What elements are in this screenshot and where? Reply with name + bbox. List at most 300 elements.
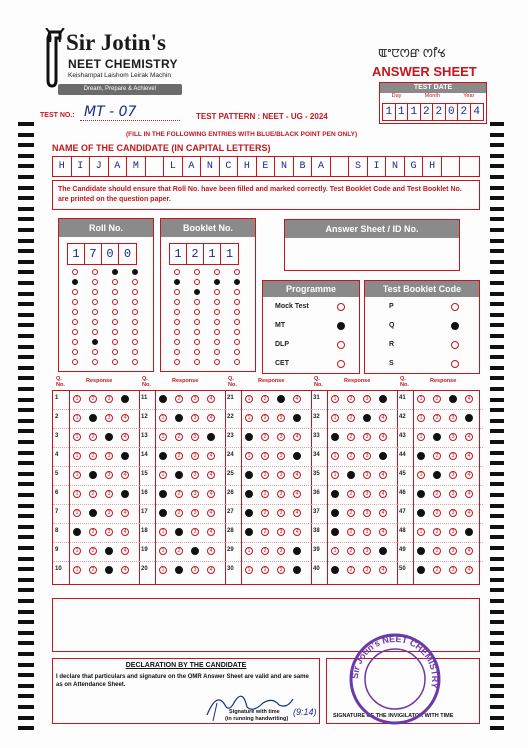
row-line-0-2 (53, 447, 139, 448)
question-number-44: 44 (399, 452, 406, 458)
booklet-digit-cells (169, 243, 239, 265)
row-line-4-6 (397, 523, 483, 524)
question-number-37: 37 (313, 509, 320, 515)
row-line-0-7 (53, 542, 139, 543)
answer-bubble-q9-3 (105, 547, 113, 555)
answer-bubble-q8-1 (73, 528, 81, 536)
date-digit-0: 1 (383, 104, 396, 120)
answer-bubble-q49-2: 2 (433, 547, 441, 555)
roll-bubble-2-4 (112, 309, 118, 315)
left-mark-27 (18, 408, 34, 412)
right-mark-18 (490, 313, 504, 317)
declaration-text: I declare that particulars and signature on the OMR Answer Sheet are valid and are same as on Attendance Sheet. (56, 674, 309, 688)
left-mark-44 (18, 588, 34, 592)
answer-bubble-q31-4 (379, 395, 387, 403)
grid-head-q-1: Q. No. (142, 376, 151, 388)
question-number-49: 49 (399, 547, 406, 553)
answer-bubble-q35-3: 3 (363, 471, 371, 479)
question-number-39: 39 (313, 547, 320, 553)
answer-bubble-q28-2: 2 (261, 528, 269, 536)
question-number-35: 35 (313, 471, 320, 477)
row-line-2-2 (225, 447, 311, 448)
time-written: (9:14) (293, 707, 317, 717)
left-mark-9 (18, 217, 34, 221)
answer-bubble-q32-1: 1 (331, 414, 339, 422)
left-mark-30 (18, 440, 34, 444)
left-mark-51 (18, 663, 34, 667)
right-mark-44 (490, 588, 504, 592)
row-line-2-4 (225, 485, 311, 486)
roll-bubble-1-9 (92, 359, 98, 365)
question-number-32: 32 (313, 414, 320, 420)
notice-text: The Candidate should ensure that Roll No. have been filled and marked correctly. Test Booklet Code and Test Booklet No. are printed on the question paper. (58, 186, 462, 203)
answer-bubble-q1-2: 2 (89, 395, 97, 403)
grid-head-q-0: Q. No. (56, 376, 65, 388)
name-letter-22 (460, 157, 479, 176)
question-number-41: 41 (399, 395, 406, 401)
roll-bubble-2-3 (112, 299, 118, 305)
answer-bubble-q40-4: 4 (379, 566, 387, 574)
booklet-bubble-2-7 (214, 339, 220, 345)
name-letter-12: N (275, 157, 294, 176)
roll-bubble-2-5 (112, 319, 118, 325)
answer-bubble-q27-1 (245, 509, 253, 517)
brand-logo-icon (44, 28, 66, 88)
answer-bubble-q35-4: 4 (379, 471, 387, 479)
answer-bubble-q19-1: 1 (159, 547, 167, 555)
answer-sheet-id-label: Answer Sheet / ID No. (285, 220, 459, 238)
answer-bubble-q26-3: 3 (277, 490, 285, 498)
answer-bubble-q25-2: 2 (261, 471, 269, 479)
roll-bubble-0-3 (72, 299, 78, 305)
answer-bubble-q22-1: 1 (245, 414, 253, 422)
right-mark-20 (490, 334, 504, 338)
answer-bubble-q16-2: 2 (175, 490, 183, 498)
institute-stamp (346, 630, 444, 728)
roll-bubble-1-5 (92, 319, 98, 325)
name-letter-5 (146, 157, 165, 176)
right-mark-22 (490, 355, 504, 359)
answer-bubble-q8-4: 4 (121, 528, 129, 536)
answer-bubble-q45-2 (433, 471, 441, 479)
row-line-1-6 (139, 523, 225, 524)
name-letter-3: A (109, 157, 128, 176)
row-line-4-3 (397, 466, 483, 467)
roll-digit-1: 7 (85, 244, 102, 264)
programme-label: Programme (263, 281, 359, 297)
answer-bubble-q21-1: 1 (245, 395, 253, 403)
right-mark-45 (490, 599, 504, 603)
notice-box (52, 180, 480, 210)
prog-option-bubble-1 (337, 322, 345, 330)
booklet-bubble-3-6 (234, 329, 240, 335)
question-number-16: 16 (141, 490, 148, 496)
answer-bubble-q48-1: 1 (417, 528, 425, 536)
brand-name: Sir Jotin's (66, 30, 166, 55)
right-mark-40 (490, 546, 504, 550)
answer-bubble-q33-3: 3 (363, 433, 371, 441)
row-line-1-2 (139, 447, 225, 448)
row-line-3-1 (311, 428, 397, 429)
prog-option-bubble-3 (337, 360, 345, 368)
question-number-25: 25 (227, 471, 234, 477)
grid-divider-4 (397, 391, 398, 584)
roll-bubble-0-1 (72, 279, 78, 285)
booklet-bubble-1-5 (194, 319, 200, 325)
booklet-bubble-3-3 (234, 299, 240, 305)
grid-head-resp-3: Response (344, 378, 371, 384)
booklet-code-options (365, 297, 479, 373)
answer-bubble-q18-1: 1 (159, 528, 167, 536)
answer-bubble-q10-3 (105, 566, 113, 574)
question-number-29: 29 (227, 547, 234, 553)
right-mark-4 (490, 164, 504, 168)
date-digit-4: 2 (433, 104, 446, 120)
answer-bubble-q38-4: 4 (379, 528, 387, 536)
name-letter-18: N (386, 157, 405, 176)
question-number-42: 42 (399, 414, 406, 420)
answer-bubble-q4-4 (121, 452, 129, 460)
booklet-bubble-2-0 (214, 269, 220, 275)
row-line-4-2 (397, 447, 483, 448)
booklet-bubble-3-2 (234, 289, 240, 295)
left-mark-40 (18, 546, 34, 550)
question-number-28: 28 (227, 528, 234, 534)
answer-bubble-q37-1 (331, 509, 339, 517)
brand-subtitle: NEET CHEMISTRY (68, 57, 178, 71)
answer-bubble-q31-3: 3 (363, 395, 371, 403)
answer-bubble-q36-1 (331, 490, 339, 498)
answer-bubble-q3-1: 1 (73, 433, 81, 441)
code-option-label-0: P (389, 303, 394, 310)
row-line-1-0 (139, 409, 225, 410)
roll-bubble-2-9 (112, 359, 118, 365)
answer-bubble-q40-3: 3 (363, 566, 371, 574)
roll-bubble-3-4 (132, 309, 138, 315)
roll-bubble-3-0 (132, 269, 138, 275)
right-mark-25 (490, 387, 504, 391)
row-line-4-1 (397, 428, 483, 429)
answer-bubble-q41-2: 2 (433, 395, 441, 403)
name-cells (52, 156, 480, 177)
question-number-21: 21 (227, 395, 234, 401)
roll-digit-2: 0 (102, 244, 119, 264)
right-mark-38 (490, 525, 504, 529)
answer-bubble-q45-3: 3 (449, 471, 457, 479)
roll-bubble-2-1 (112, 279, 118, 285)
row-line-0-6 (53, 523, 139, 524)
question-number-48: 48 (399, 528, 406, 534)
right-mark-53 (490, 684, 504, 688)
right-mark-39 (490, 535, 504, 539)
roll-bubble-0-0 (72, 269, 78, 275)
row-line-2-7 (225, 542, 311, 543)
answer-bubble-q8-2: 2 (89, 528, 97, 536)
answer-bubble-q39-1: 1 (331, 547, 339, 555)
left-mark-17 (18, 302, 34, 306)
row-line-3-8 (311, 561, 397, 562)
answer-bubble-q31-2: 2 (347, 395, 355, 403)
name-letter-20: H (423, 157, 442, 176)
roll-bubble-0-9 (72, 359, 78, 365)
answer-bubble-q18-2 (175, 528, 183, 536)
answer-bubble-q33-4: 4 (379, 433, 387, 441)
answer-bubble-q44-1 (417, 452, 425, 460)
row-line-4-7 (397, 542, 483, 543)
answer-bubble-q21-3 (277, 395, 285, 403)
answer-bubble-q32-3 (363, 414, 371, 422)
right-mark-31 (490, 451, 504, 455)
left-mark-41 (18, 557, 34, 561)
answer-bubble-q16-3: 3 (191, 490, 199, 498)
question-number-34: 34 (313, 452, 320, 458)
answer-bubble-q23-3: 3 (277, 433, 285, 441)
roll-bubble-0-7 (72, 339, 78, 345)
answer-bubble-q21-2: 2 (261, 395, 269, 403)
right-mark-7 (490, 196, 504, 200)
right-mark-42 (490, 567, 504, 571)
left-mark-56 (18, 716, 34, 720)
booklet-bubble-3-5 (234, 319, 240, 325)
answer-bubble-q37-3: 3 (363, 509, 371, 517)
answer-bubble-q49-1 (417, 547, 425, 555)
answer-bubble-q17-1 (159, 509, 167, 517)
booklet-bubble-2-9 (214, 359, 220, 365)
booklet-bubble-2-2 (214, 289, 220, 295)
question-number-27: 27 (227, 509, 234, 515)
right-mark-8 (490, 207, 504, 211)
booklet-bubble-2-6 (214, 329, 220, 335)
roll-digit-0: 1 (68, 244, 85, 264)
test-pattern: TEST PATTERN : NEET - UG - 2024 (196, 112, 328, 121)
right-mark-43 (490, 578, 504, 582)
brand-address: Keishampat Laishom Leirak Machin (68, 72, 171, 79)
left-mark-21 (18, 345, 34, 349)
name-letter-10: H (238, 157, 257, 176)
booklet-bubble-2-3 (214, 299, 220, 305)
prog-option-label-1: MT (275, 322, 286, 329)
answer-bubble-q15-4: 4 (207, 471, 215, 479)
answer-bubble-q47-2: 2 (433, 509, 441, 517)
right-mark-13 (490, 260, 504, 264)
row-line-0-4 (53, 485, 139, 486)
grid-head-q-2: Q. No. (228, 376, 237, 388)
answer-bubble-q31-1: 1 (331, 395, 339, 403)
booklet-bubble-3-7 (234, 339, 240, 345)
roll-bubble-2-0 (112, 269, 118, 275)
answer-bubble-q20-2 (175, 566, 183, 574)
left-mark-15 (18, 281, 34, 285)
booklet-bubble-1-3 (194, 299, 200, 305)
name-letter-9: C (220, 157, 239, 176)
name-letter-14: A (312, 157, 331, 176)
booklet-code-label: Test Booklet Code (365, 281, 479, 297)
question-number-5: 5 (55, 471, 59, 477)
answer-bubble-q17-2: 2 (175, 509, 183, 517)
answer-bubble-q22-2: 2 (261, 414, 269, 422)
answer-bubble-q4-2: 2 (89, 452, 97, 460)
question-number-36: 36 (313, 490, 320, 496)
answer-bubble-q48-2: 2 (433, 528, 441, 536)
grid-head-resp-1: Response (172, 378, 199, 384)
right-mark-57 (490, 726, 504, 730)
answer-bubble-q4-3: 3 (105, 452, 113, 460)
answer-bubble-q30-1: 1 (245, 566, 253, 574)
right-mark-24 (490, 376, 504, 380)
left-mark-26 (18, 398, 34, 402)
right-mark-1 (490, 133, 504, 137)
roll-bubble-3-5 (132, 319, 138, 325)
booklet-bubble-3-4 (234, 309, 240, 315)
answer-bubble-q10-4: 4 (121, 566, 129, 574)
grid-head-resp-0: Response (86, 378, 113, 384)
left-mark-55 (18, 705, 34, 709)
prog-option-bubble-0 (337, 303, 345, 311)
answer-bubble-q30-3: 3 (277, 566, 285, 574)
question-number-33: 33 (313, 433, 320, 439)
test-date-label: TEST DATE (380, 83, 486, 93)
grid-divider-2 (225, 391, 226, 584)
answer-bubble-q24-3: 3 (277, 452, 285, 460)
right-mark-55 (490, 705, 504, 709)
left-mark-0 (18, 122, 34, 126)
answer-bubble-q27-2: 2 (261, 509, 269, 517)
name-letter-0: H (53, 157, 72, 176)
answer-bubble-q19-4: 4 (207, 547, 215, 555)
row-line-3-6 (311, 523, 397, 524)
booklet-bubble-0-6 (174, 329, 180, 335)
row-line-1-3 (139, 466, 225, 467)
signature-note: Signature with time (229, 709, 280, 715)
left-mark-54 (18, 694, 34, 698)
code-option-bubble-0 (451, 303, 459, 311)
name-letter-8: N (201, 157, 220, 176)
row-line-0-5 (53, 504, 139, 505)
booklet-bubble-3-0 (234, 269, 240, 275)
answer-bubble-q47-4: 4 (465, 509, 473, 517)
grid-qcol-line-3 (327, 391, 328, 584)
left-mark-45 (18, 599, 34, 603)
right-mark-37 (490, 514, 504, 518)
answer-bubble-q3-2: 2 (89, 433, 97, 441)
roll-bubble-3-9 (132, 359, 138, 365)
date-month-label: Month (424, 93, 440, 99)
date-digit-6: 2 (458, 104, 471, 120)
answer-bubble-q33-1 (331, 433, 339, 441)
date-digit-3: 2 (421, 104, 434, 120)
code-option-bubble-1 (451, 322, 459, 330)
booklet-bubble-0-0 (174, 269, 180, 275)
question-number-14: 14 (141, 452, 148, 458)
answer-bubble-q8-3: 3 (105, 528, 113, 536)
answer-bubble-q38-3: 3 (363, 528, 371, 536)
row-line-4-0 (397, 409, 483, 410)
answer-bubble-q2-1: 1 (73, 414, 81, 422)
answer-bubble-q12-4: 4 (207, 414, 215, 422)
answer-bubble-q1-3: 3 (105, 395, 113, 403)
date-digit-cells (382, 103, 484, 121)
question-number-1: 1 (55, 395, 59, 401)
answer-bubble-q6-3: 3 (105, 490, 113, 498)
booklet-bubble-0-1 (174, 279, 180, 285)
svg-text:Sir Jotin's NEET CHEMISTRY (350, 634, 440, 689)
answer-bubble-q26-1 (245, 490, 253, 498)
right-mark-50 (490, 652, 504, 656)
right-mark-54 (490, 694, 504, 698)
left-mark-28 (18, 419, 34, 423)
roll-bubble-1-2 (92, 289, 98, 295)
answer-bubble-q34-3: 3 (363, 452, 371, 460)
roll-bubble-3-1 (132, 279, 138, 285)
answer-bubble-q34-1: 1 (331, 452, 339, 460)
answer-bubble-q23-2: 2 (261, 433, 269, 441)
answer-bubble-q23-4: 4 (293, 433, 301, 441)
roll-bubble-3-8 (132, 349, 138, 355)
test-no-label: TEST NO.: (40, 112, 75, 119)
answer-bubble-q39-4 (379, 547, 387, 555)
right-mark-2 (490, 143, 504, 147)
roll-bubbles (59, 269, 155, 369)
name-letter-13: B (294, 157, 313, 176)
answer-bubble-q34-4 (379, 452, 387, 460)
meitei-title: ꯑꯦꯅꯁꯔ ꯁꯤꯠ (378, 46, 446, 60)
answer-bubble-q7-3: 3 (105, 509, 113, 517)
answer-bubble-q18-3: 3 (191, 528, 199, 536)
right-mark-26 (490, 398, 504, 402)
left-mark-5 (18, 175, 34, 179)
answer-bubble-q35-1: 1 (331, 471, 339, 479)
right-mark-23 (490, 366, 504, 370)
answer-bubble-q38-1 (331, 528, 339, 536)
answer-bubble-q27-3: 3 (277, 509, 285, 517)
left-mark-34 (18, 482, 34, 486)
right-mark-35 (490, 493, 504, 497)
booklet-bubble-1-8 (194, 349, 200, 355)
left-mark-20 (18, 334, 34, 338)
roll-bubble-3-6 (132, 329, 138, 335)
answer-bubble-q24-4 (293, 452, 301, 460)
right-mark-12 (490, 249, 504, 253)
right-mark-3 (490, 154, 504, 158)
row-line-1-4 (139, 485, 225, 486)
booklet-bubble-1-1 (194, 279, 200, 285)
answer-bubble-q36-4: 4 (379, 490, 387, 498)
answer-bubble-q37-4: 4 (379, 509, 387, 517)
row-line-3-4 (311, 485, 397, 486)
left-mark-43 (18, 578, 34, 582)
answer-bubble-q48-3: 3 (449, 528, 457, 536)
answer-bubble-q10-2: 2 (89, 566, 97, 574)
name-letter-11: E (257, 157, 276, 176)
grid-qcol-line-0 (69, 391, 70, 584)
answer-bubble-q47-1 (417, 509, 425, 517)
answer-bubble-q13-4 (207, 433, 215, 441)
question-number-43: 43 (399, 433, 406, 439)
booklet-digit-1: 2 (187, 244, 204, 264)
right-mark-14 (490, 270, 504, 274)
question-number-2: 2 (55, 414, 59, 420)
answer-bubble-q4-1: 1 (73, 452, 81, 460)
booklet-no-box (160, 218, 256, 372)
right-mark-56 (490, 716, 504, 720)
roll-bubble-2-7 (112, 339, 118, 345)
left-mark-48 (18, 631, 34, 635)
left-mark-2 (18, 143, 34, 147)
answer-bubble-q49-3: 3 (449, 547, 457, 555)
question-number-40: 40 (313, 566, 320, 572)
grid-qcol-line-4 (413, 391, 414, 584)
roll-bubble-1-4 (92, 309, 98, 315)
